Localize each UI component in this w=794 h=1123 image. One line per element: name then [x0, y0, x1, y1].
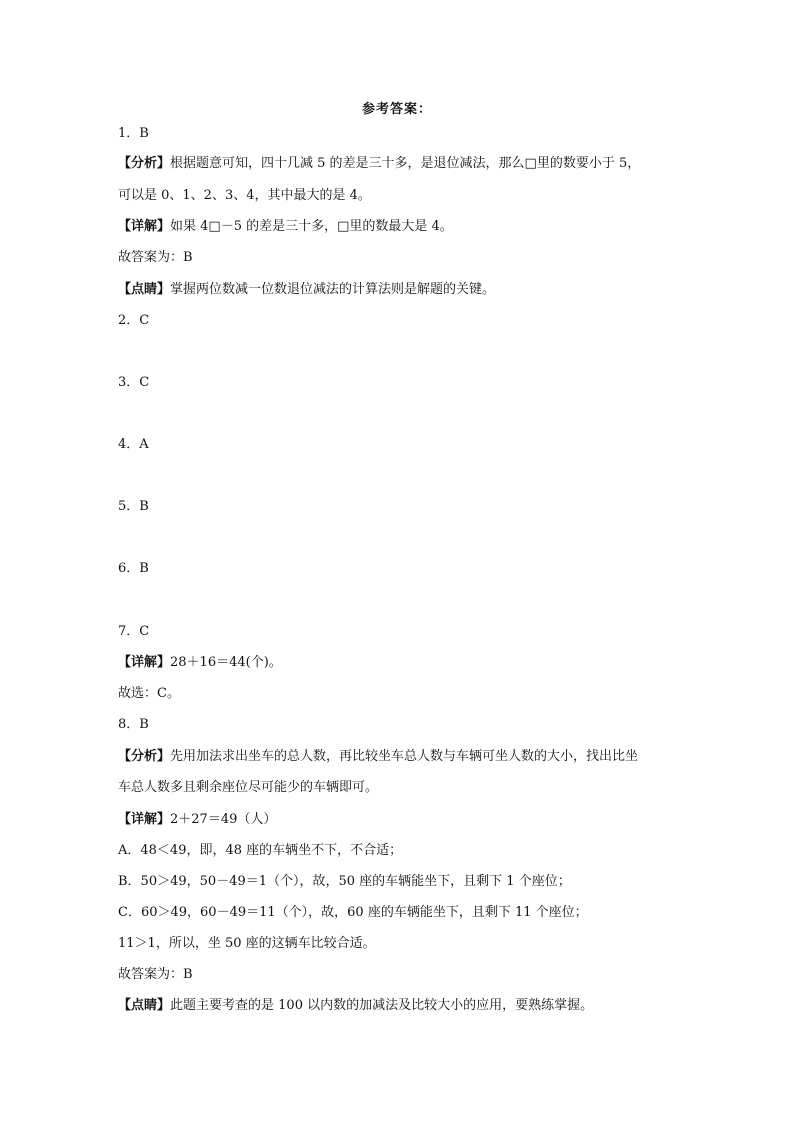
q8-option-a: A．48＜49，即，48 座的车辆坐不下，不合适； [118, 843, 403, 858]
q8-detail-text: 2＋27＝49（人） [170, 812, 277, 827]
q8-compare: 11＞1，所以，坐 50 座的这辆车比较合适。 [118, 936, 376, 951]
q1-conclusion: 故答案为：B [118, 250, 193, 265]
q8-analysis-text-1: 先用加法求出坐车的总人数，再比较坐车总人数与车辆可坐人数的大小，找出比坐 [170, 749, 639, 764]
q7-answer: 7．C [118, 624, 150, 639]
q8-conclusion: 故答案为：B [118, 967, 193, 982]
q1-analysis-text-1: 根据题意可知，四十几减 5 的差是三十多，是退位减法，那么□里的数要小于 5， [170, 156, 641, 171]
q8-option-c: C．60＞49，60－49＝11（个），故，60 座的车辆能坐下，且剩下 11 个座位； [118, 905, 588, 920]
q5-answer: 5．B [118, 499, 149, 514]
q2-answer: 2．C [118, 313, 150, 328]
detail-tag: 【详解】 [118, 655, 171, 670]
q7-detail-text: 28＋16＝44(个)。 [170, 655, 282, 670]
q1-analysis-line-1 [118, 156, 640, 172]
q1-comment-text: 掌握两位数减一位数退位减法的计算法则是解题的关键。 [170, 282, 496, 297]
detail-tag: 【详解】 [118, 219, 171, 234]
comment-tag: 【点睛】 [118, 282, 171, 297]
detail-tag: 【详解】 [118, 812, 171, 827]
q7-detail-line [118, 655, 282, 671]
q6-answer: 6．B [118, 561, 149, 576]
q3-answer: 3．C [118, 375, 150, 390]
q1-detail-line [118, 219, 453, 235]
analysis-tag: 【分析】 [118, 749, 171, 764]
q7-conclusion: 故选：C。 [118, 686, 180, 701]
q1-detail-text: 如果 4□－5 的差是三十多，□里的数最大是 4。 [170, 219, 453, 234]
analysis-tag: 【分析】 [118, 156, 171, 171]
q1-answer: 1．B [118, 126, 149, 141]
q8-answer: 8．B [118, 717, 149, 732]
q8-analysis-line-1 [118, 749, 638, 765]
q8-comment-line [118, 998, 593, 1014]
q8-comment-text: 此题主要考查的是 100 以内数的加减法及比较大小的应用，要熟练掌握。 [170, 998, 594, 1013]
page-title: 参考答案： [361, 102, 432, 117]
q1-analysis-line-2: 可以是 0、1、2、3、4，其中最大的是 4。 [118, 188, 371, 203]
q8-analysis-line-2: 车总人数多且剩余座位尽可能少的车辆即可。 [118, 780, 379, 795]
q4-answer: 4．A [118, 437, 149, 452]
comment-tag: 【点睛】 [118, 998, 171, 1013]
q8-option-b: B．50＞49，50－49＝1（个），故，50 座的车辆能坐下，且剩下 1 个座位； [118, 874, 571, 889]
q1-comment-line [118, 282, 495, 298]
q8-detail-line [118, 812, 276, 828]
